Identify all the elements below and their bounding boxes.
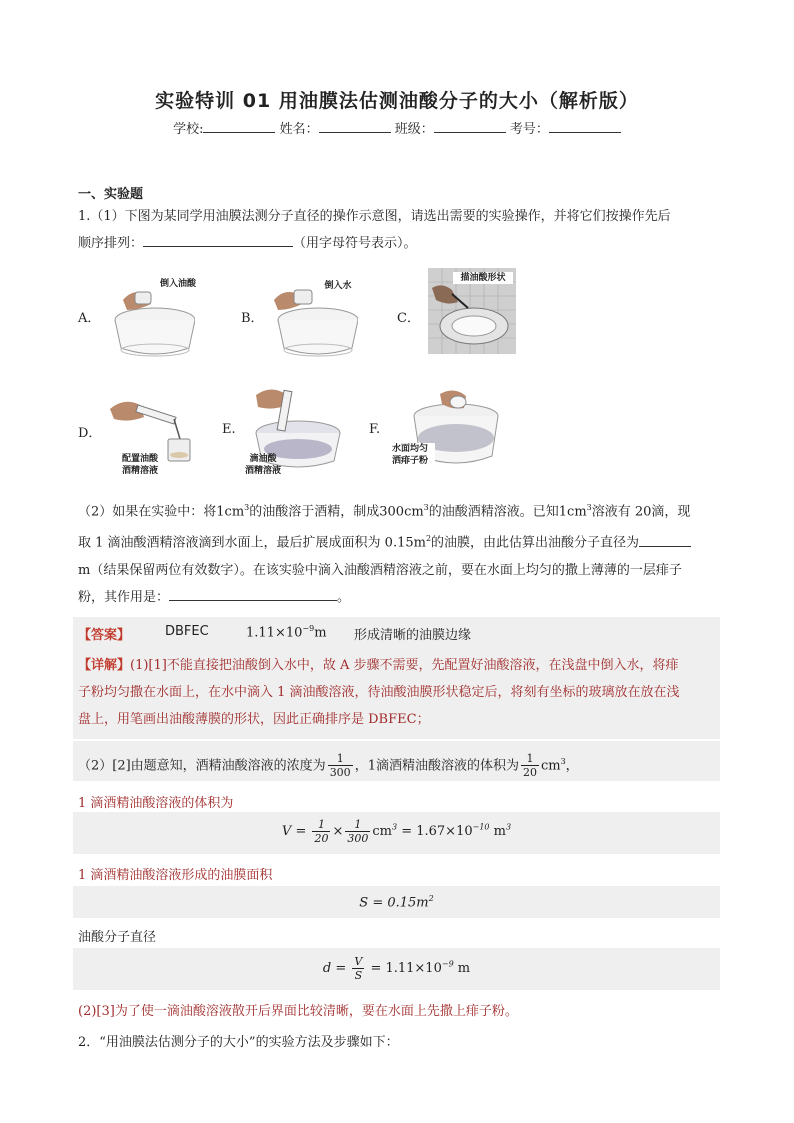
vol-frac-b-den: 300 xyxy=(347,832,369,845)
option-d-caption-line2: 酒精溶液 xyxy=(121,466,158,476)
option-f-caption xyxy=(385,443,435,467)
volume-equation xyxy=(73,818,720,845)
q1-part2-line4 xyxy=(78,584,728,611)
class-label: 班级： xyxy=(394,122,434,137)
area-equation xyxy=(73,894,720,910)
q1-p2-l1c: 的油酸酒精溶液。已知1cm xyxy=(428,504,587,520)
diam-res: = 1.11×10 xyxy=(366,961,442,976)
detail-part1 xyxy=(78,652,723,733)
vol-frac-a-den: 20 xyxy=(314,832,329,845)
vol-exp: −10 xyxy=(472,822,490,832)
q1-order-label: 顺序排列： xyxy=(78,236,144,251)
sup-h: 2 xyxy=(428,894,434,903)
option-c-letter: C． xyxy=(397,311,420,326)
q1-part2-line3: m（结果保留两位有效数字）。在该实验中滴入油酸酒精溶液之前，要在水面上均匀的撒上薄薄的一层痱子 xyxy=(78,562,682,578)
q1-p2-l2a: 取 1 滴油酸酒精溶液滴到水面上，最后扩展成面积为 0.15m xyxy=(78,535,426,551)
option-f-caption-line2: 洒痱子粉 xyxy=(391,456,428,466)
sup-c: 3 xyxy=(586,503,592,512)
diam-unit: m xyxy=(453,961,471,976)
diam-frac-den: S xyxy=(354,969,363,982)
exam-no-field[interactable] xyxy=(549,120,621,133)
option-e-caption-line2: 酒精溶液 xyxy=(244,466,281,476)
school-label: 学校: xyxy=(173,122,204,137)
q1-p2-l4a: 粉，其作用是： xyxy=(78,589,170,605)
q1-p2-l1a: （2）如果在实验中：将1cm xyxy=(78,504,245,520)
answer-2-unit: m xyxy=(314,625,327,641)
area-eq-text: S = 0.15m xyxy=(359,895,429,911)
answer-label: 【答案】 xyxy=(78,628,131,643)
q1-p2-l4b: 。 xyxy=(337,589,351,605)
diam-frac-num: V xyxy=(354,955,363,968)
q1-part1 xyxy=(78,203,718,257)
answer-2-exp: −9 xyxy=(302,624,315,633)
school-field[interactable] xyxy=(203,120,275,133)
sup-a: 3 xyxy=(244,503,250,512)
q1-p2-l1b: 的油酸溶于酒精，制成300cm xyxy=(249,504,424,520)
frac-drop-den: 20 xyxy=(522,766,537,780)
frac-conc-num: 1 xyxy=(328,752,353,766)
sup-b: 3 xyxy=(423,503,429,512)
volume-label: 1 滴酒精油酸溶液的体积为 xyxy=(78,796,234,811)
q1-p2-l2b: 的油膜，由此估算出油酸分子直径为 xyxy=(431,535,640,551)
sup-g: 3 xyxy=(505,822,512,832)
q1-diameter-blank[interactable] xyxy=(639,532,691,547)
q1-part2 xyxy=(78,494,728,611)
option-a-letter: A． xyxy=(78,311,101,326)
option-e-caption xyxy=(238,453,288,477)
option-d-caption-line1: 配置油酸 xyxy=(121,454,158,464)
detail-line1 xyxy=(78,652,723,679)
frac-drop-num: 1 xyxy=(521,752,539,766)
student-info-line xyxy=(0,118,794,137)
q1-line2 xyxy=(78,230,718,257)
option-d-letter: D． xyxy=(78,426,102,441)
answer-line xyxy=(78,624,130,643)
detail-d2-b: ，1滴酒精油酸溶液的体积为 xyxy=(354,758,519,774)
option-b-caption: 倒入水 xyxy=(324,281,352,291)
detail-line3: 盘上，用笔画出油酸薄膜的形状，因此正确排序是 DBFEC； xyxy=(78,712,430,727)
fraction-drop xyxy=(521,752,539,779)
option-a-caption: 倒入油酸 xyxy=(159,279,196,289)
sup-d: 2 xyxy=(425,534,432,544)
option-e-caption-line1: 滴油酸 xyxy=(249,454,277,464)
q1-part2-line1 xyxy=(78,494,728,525)
q1-line1: 1.（1）下图为某同学用油膜法测分子直径的操作示意图，请选出需要的实验操作，并将它们按操作先后 xyxy=(78,209,671,224)
detail-line2: 子粉均匀撒在水面上，在水中滴入 1 滴油酸溶液，待油酸油膜形状稳定后，将刻有坐标的玻璃放在放在浅 xyxy=(78,685,680,700)
detail-d1-l1: (1)[1]不能直接把油酸倒入水中，故 A 步骤不需要，先配置好油酸溶液，在浅盘中倒入水，将痱 xyxy=(130,658,679,673)
option-f-letter: F. xyxy=(369,422,381,437)
frac-conc-den: 300 xyxy=(329,766,351,780)
name-field[interactable] xyxy=(319,120,391,133)
section-heading: 一、实验题 xyxy=(78,187,144,202)
q1-purpose-blank[interactable] xyxy=(169,586,337,601)
option-f-caption-line1: 水面均匀 xyxy=(391,444,428,454)
detail-label: 【详解】 xyxy=(78,658,131,673)
sup-e: 3 xyxy=(560,757,566,766)
answer-1: DBFEC xyxy=(165,624,209,639)
detail-part3: (2)[3]为了使一滴油酸溶液散开后界面比较清晰，要在水面上先撒上痱子粉。 xyxy=(78,1004,518,1019)
diameter-label: 油酸分子直径 xyxy=(78,930,157,945)
fraction-concentration xyxy=(328,752,353,779)
diameter-equation xyxy=(73,955,720,982)
diam-d: d = xyxy=(322,961,351,976)
diam-exp: −9 xyxy=(441,959,454,969)
vol-unit: m xyxy=(489,824,506,839)
q1-part2-line2 xyxy=(78,525,728,556)
detail-part2-line xyxy=(78,747,579,781)
q1-order-blank[interactable] xyxy=(143,232,293,247)
name-label: 姓名： xyxy=(279,122,319,137)
answer-2-val: 1.11×10 xyxy=(246,625,303,641)
vol-v: V = xyxy=(281,824,311,839)
diam-frac xyxy=(352,955,364,982)
option-e-letter: E. xyxy=(222,422,236,437)
vol-frac-a-num: 1 xyxy=(312,818,330,832)
option-d-caption xyxy=(111,453,169,477)
vol-frac-b xyxy=(345,818,370,845)
sup-f: 3 xyxy=(391,822,398,832)
exam-no-label: 考号： xyxy=(509,122,549,137)
answer-3: 形成清晰的油膜边缘 xyxy=(354,628,472,643)
vol-frac-b-num: 1 xyxy=(345,818,370,832)
vol-mid: cm xyxy=(372,824,392,839)
class-field[interactable] xyxy=(434,120,506,133)
option-c-caption: 描油酸形状 xyxy=(453,272,513,284)
detail-d2-a: （2）[2]由题意知，酒精油酸溶液的浓度为 xyxy=(78,758,326,774)
answer-2 xyxy=(246,624,327,640)
q2-line1: 2．“用油膜法估测分子的大小”的实验方法及步骤如下： xyxy=(78,1035,399,1050)
option-b-letter: B． xyxy=(241,311,264,326)
page-title: 实验特训 01 用油膜法估测油酸分子的大小（解析版） xyxy=(155,90,639,112)
detail-d2-c: cm xyxy=(540,758,561,774)
vol-res: = 1.67×10 xyxy=(397,824,473,839)
q1-p2-l1d: 溶液有 20滴，现 xyxy=(591,504,691,520)
detail-d2-d: ， xyxy=(565,758,579,774)
vol-times: × xyxy=(332,824,344,839)
area-label: 1 滴酒精油酸溶液形成的油膜面积 xyxy=(78,868,273,883)
q1-order-note: （用字母符号表示）。 xyxy=(293,236,417,251)
vol-frac-a xyxy=(312,818,330,845)
